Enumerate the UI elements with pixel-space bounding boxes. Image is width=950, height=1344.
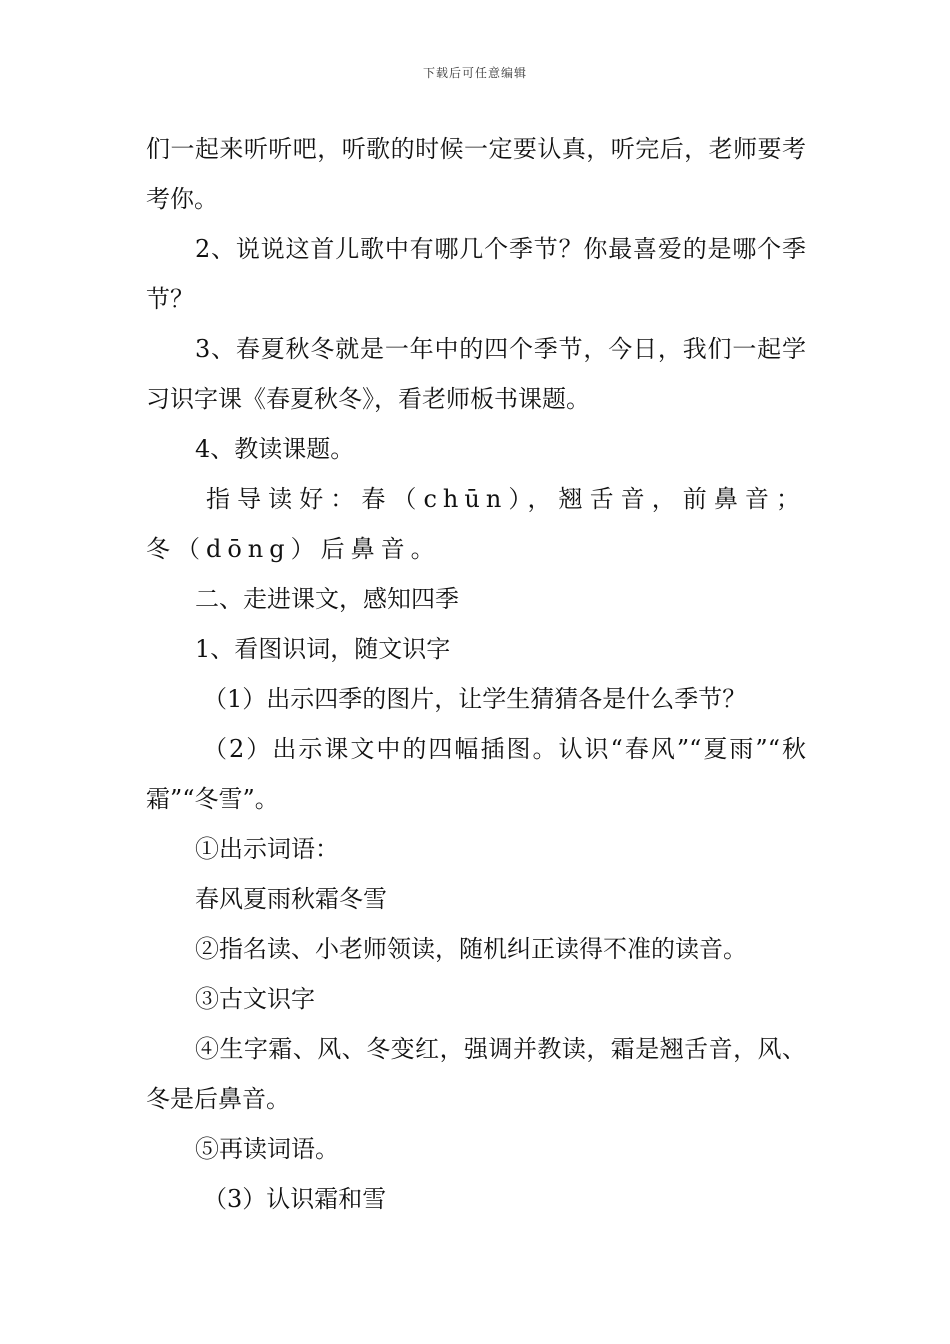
section-heading-2: 二、走进课文，感知四季 [195,585,459,613]
circled-item-2: ②指名读、小老师领读，随机纠正读得不准的读音。 [195,935,747,963]
subheading-1: 1、看图识词，随文识字 [195,635,451,663]
item-1: （1）出示四季的图片，让学生猜猜各是什么季节？ [203,685,747,713]
circled-item-4: ④生字霜、风、冬变红，强调并教读，霜是翘舌音，风、冬是后鼻音。 [146,1035,806,1113]
document-body [146,124,806,1224]
circled-item-1: ①出示词语： [195,835,339,863]
circled-item-3: ③古文识字 [195,985,315,1013]
paragraph-step-3: 3、春夏秋冬就是一年中的四个季节，今日，我们一起学习识字课《春夏秋冬》，看老师板书课题。 [146,335,806,413]
paragraph-step-4: 4、教读课题。 [195,435,355,463]
circled-item-5: ⑤再读词语。 [195,1135,339,1163]
item-3: （3）认识霜和雪 [203,1185,387,1213]
paragraph-question-2: 2、说说这首儿歌中有哪几个季节？你最喜爱的是哪个季节？ [146,235,806,313]
page-header: 下载后可任意编辑 [422,66,527,80]
word-list: 春风夏雨秋霜冬雪 [195,885,387,913]
item-2: （2）出示课文中的四幅插图。认识“春风”“夏雨”“秋霜”“冬雪”。 [146,735,806,813]
paragraph-pronunciation: 指导读好：春（chūn），翘舌音，前鼻音；冬（dōng）后鼻音。 [146,485,806,563]
paragraph-continuation: 们一起来听听吧，听歌的时候一定要认真，听完后，老师要考考你。 [146,135,806,213]
